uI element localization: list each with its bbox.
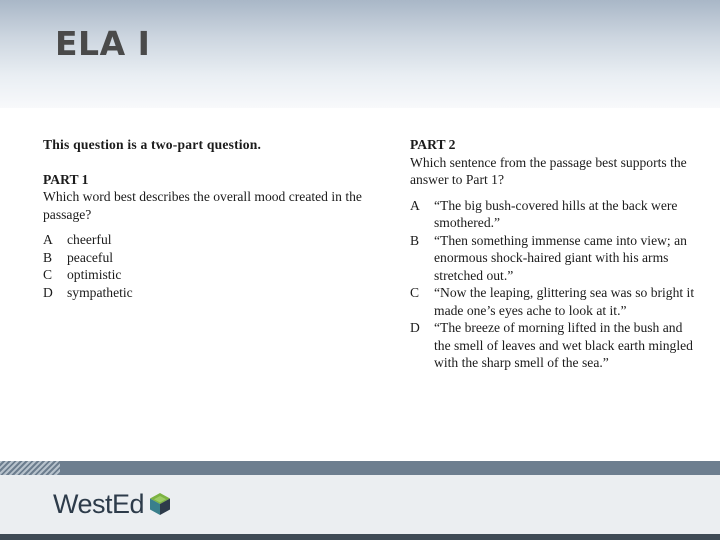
option-text: peaceful bbox=[67, 249, 114, 265]
footer-stripe-band bbox=[0, 461, 720, 475]
option-b bbox=[43, 249, 373, 267]
part2-heading: PART 2 bbox=[410, 137, 456, 152]
option-text: “The big bush-covered hills at the back were smothered.” bbox=[434, 197, 678, 230]
part2-column bbox=[410, 136, 695, 372]
instruction-text: This question is a two-part question. bbox=[43, 137, 262, 152]
logo-wordmark bbox=[53, 489, 144, 520]
option-text: “Then something immense came into view; an enormous shock-haired giant with his arms stretched out.” bbox=[434, 232, 687, 283]
option-letter: B bbox=[43, 249, 53, 265]
wested-cube-logo-icon bbox=[147, 491, 173, 517]
option-a bbox=[43, 231, 373, 249]
logo-word-west: West bbox=[53, 488, 113, 519]
option-d bbox=[410, 319, 695, 372]
option-a bbox=[410, 197, 695, 232]
part1-column bbox=[43, 136, 373, 301]
option-letter: D bbox=[410, 320, 420, 335]
option-text: optimistic bbox=[67, 267, 122, 282]
footer-stripe-pattern bbox=[0, 461, 60, 475]
footer-bottom-bar bbox=[0, 534, 720, 540]
option-d bbox=[43, 284, 373, 302]
option-text: “Now the leaping, glittering sea was so bright it made one’s eyes ache to look at it.” bbox=[434, 285, 695, 318]
option-letter: A bbox=[410, 197, 420, 213]
part1-options bbox=[43, 231, 373, 301]
part2-question: Which sentence from the passage best supports the answer to Part 1? bbox=[410, 154, 687, 187]
part2-options bbox=[410, 197, 695, 372]
option-text: sympathetic bbox=[67, 284, 133, 300]
slide-title: ELA I bbox=[55, 24, 151, 63]
option-text: “The breeze of morning lifted in the bush and the smell of leaves and wet black earth mingled with the sharp smell of the sea.” bbox=[434, 320, 693, 370]
option-b bbox=[410, 232, 695, 285]
slide-header bbox=[0, 0, 720, 108]
option-c bbox=[410, 284, 695, 319]
logo-word-ed: Ed bbox=[112, 488, 145, 519]
option-letter: C bbox=[410, 285, 420, 300]
slide-content bbox=[0, 108, 720, 463]
part1-question: Which word best describes the overall mood created in the passage? bbox=[43, 189, 362, 222]
wested-logo bbox=[53, 489, 173, 519]
option-letter: A bbox=[43, 232, 53, 247]
option-letter: B bbox=[410, 232, 420, 248]
option-letter: C bbox=[43, 267, 53, 282]
option-c bbox=[43, 266, 373, 284]
option-letter: D bbox=[43, 284, 53, 300]
part1-heading: PART 1 bbox=[43, 171, 89, 187]
option-text: cheerful bbox=[67, 232, 112, 247]
